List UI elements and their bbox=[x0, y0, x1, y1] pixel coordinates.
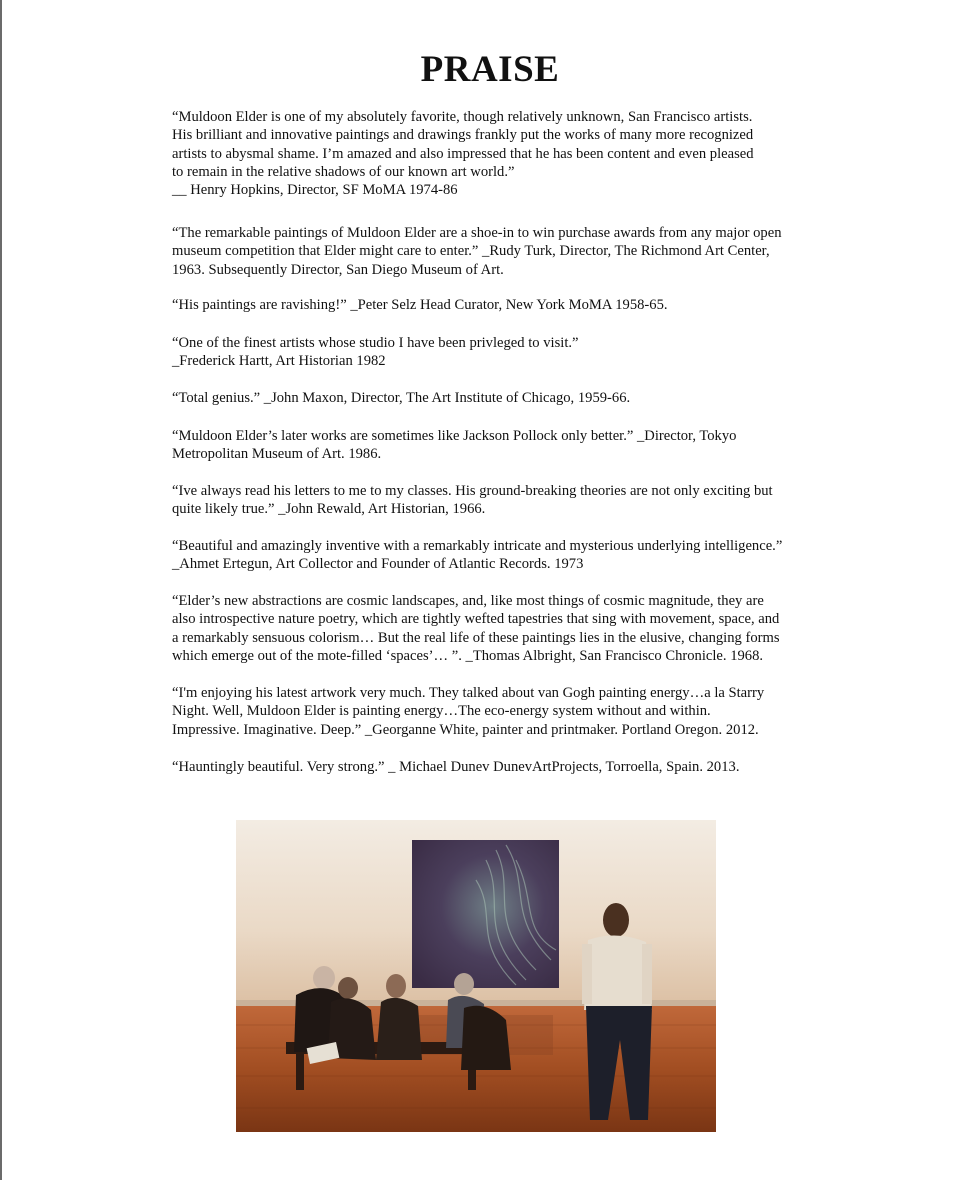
quote-john-maxon: “Total genius.” _John Maxon, Director, The Art Institute of Chicago, 1959-66. bbox=[172, 390, 631, 406]
quote-henry-hopkins: “Muldoon Elder is one of my absolutely favorite, though relatively unknown, San Francisco artists. His brilliant and innovative paintings and drawings frankly put the works of many more recognized artists to abysmal shame. I’m amazed and also impressed that he has been content and even pleased to remain in the relative shadows of our known art world.” __ Henry Hopkins, Director, SF MoMA 1974-86 bbox=[172, 109, 754, 199]
quote-georganne-white: “I'm enjoying his latest artwork very much. They talked about van Gogh painting energy…a la Starry Night. Well, Muldoon Elder is painting energy…The eco-energy system without and within. Impressive. Imaginative. Deep.” _Georganne White, painter and printmaker. Portland Oregon. 2012. bbox=[172, 685, 765, 738]
gallery-scene bbox=[236, 820, 716, 1132]
abstract-painting bbox=[412, 840, 559, 988]
gallery-photo bbox=[236, 820, 716, 1132]
quote-john-rewald: “Ive always read his letters to me to my classes. His ground-breaking theories are not only exciting but quite likely true.” _John Rewald, Art Historian, 1966. bbox=[172, 483, 773, 518]
quote-peter-selz: “His paintings are ravishing!” _Peter Selz Head Curator, New York MoMA 1958-65. bbox=[172, 297, 668, 313]
quote-ahmet-ertegun: “Beautiful and amazingly inventive with a remarkably intricate and mysterious underlying intelligence.” _Ahmet Ertegun, Art Collector and Founder of Atlantic Records. 1973 bbox=[172, 538, 783, 573]
quote-thomas-albright: “Elder’s new abstractions are cosmic landscapes, and, like most things of cosmic magnitude, they are also introspective nature poetry, which are tightly wefted tapestries that sing with movement, space, and a remarkably sensuous colorism… But the real life of these paintings lies in the elusive, changing forms which emerge out of the mote-filled ‘spaces’… ”. _Thomas Albright, San Francisco Chronicle. 1968. bbox=[172, 593, 780, 664]
quote-frederick-hartt: “One of the finest artists whose studio I have been privleged to visit.” _Frederick Hartt, Art Historian 1982 bbox=[172, 335, 579, 370]
page-title: PRAISE bbox=[420, 49, 560, 90]
quote-michael-dunev: “Hauntingly beautiful. Very strong.” _ Michael Dunev DunevArtProjects, Torroella, Spain. 2013. bbox=[172, 759, 740, 775]
quote-tokyo-museum: “Muldoon Elder’s later works are sometimes like Jackson Pollock only better.” _Director, Tokyo Metropolitan Museum of Art. 1986. bbox=[172, 428, 737, 463]
quote-rudy-turk: “The remarkable paintings of Muldoon Elder are a shoe-in to win purchase awards from any major open museum competition that Elder might care to enter.” _Rudy Turk, Director, The Richmond Art Center, 1963. Subsequently Director, San Diego Museum of Art. bbox=[172, 225, 782, 278]
page-edge-rule bbox=[0, 0, 2, 1180]
